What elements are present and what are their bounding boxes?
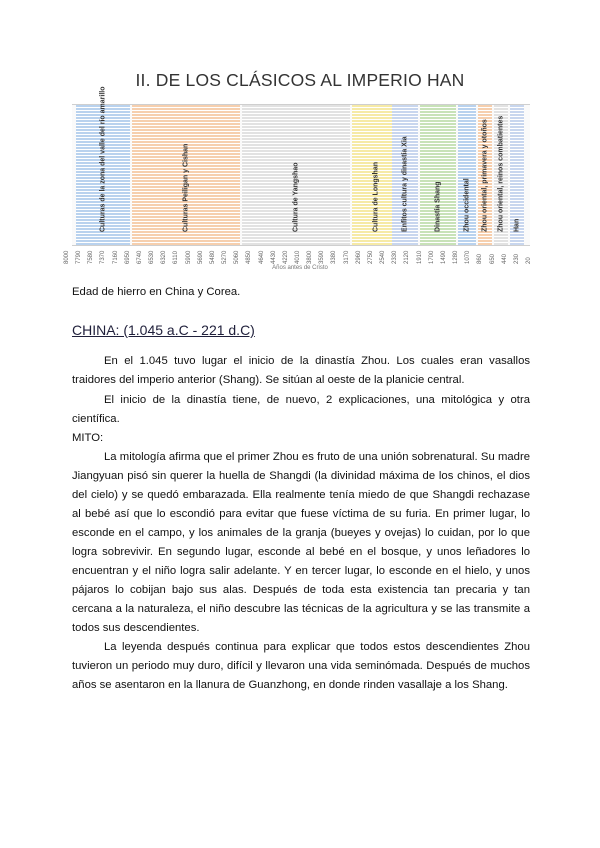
paragraph: La leyenda después continua para explicar que todos estos descendientes Zhou tuvieron un periodo muy duro, difícil y llevaron una vida seminómada. Después de muchos años se asentaron en la llanura de Guanzhong, en donde rinden vasallaje a los Shang. <box>72 641 530 691</box>
timeline-band <box>242 105 350 245</box>
timeline-band <box>510 105 524 245</box>
axis-tick-label: 8000 <box>64 250 70 264</box>
axis-tick-label: 5690 <box>197 250 204 264</box>
timeline-band <box>132 105 240 245</box>
axis-tick-label: 2330 <box>392 250 399 264</box>
axis-tick-label: 2960 <box>355 250 362 264</box>
axis-tick-label: 1070 <box>465 250 472 264</box>
axis-tick-label: 860 <box>477 253 484 264</box>
axis-tick-label: 4640 <box>258 250 265 264</box>
axis-tick-label: 4850 <box>246 250 253 264</box>
timeline-axis-label: Años antes de Cristo <box>272 265 328 271</box>
axis-tick-label: 7370 <box>100 250 107 264</box>
band-label: Culturas Peiligan y Cishan <box>182 143 190 232</box>
axis-tick-label: 4010 <box>295 250 301 264</box>
band-label: Han <box>513 218 521 232</box>
band-label: Culturas de la zona del valle del río amarillo <box>99 86 107 232</box>
axis-tick-label: 6320 <box>161 250 168 264</box>
axis-tick-label: 6530 <box>149 250 156 264</box>
axis-tick-label: 5060 <box>234 250 241 264</box>
paragraph: La mitología afirma que el primer Zhou es fruto de una unión sobrenatural. Su madre Jiangyuan pisó sin querer la huella de Shangdi (la divinidad máxima de los chinos, el dios del cielo) y se quedó embarazada. Ella realmente tenía miedo de que Shangdi rechazase al bebé así que lo escondió para evitar que fuese víctima de su furia. En primer lugar, lo esconde en el campo, y los animales de la granja (bueyes y ovejas) lo cuidan, por lo que logra sobrevivir. En segundo lugar, esconde al bebé en el bosque, y unos leñadores lo encuentran y el niño logra salir adelante. Y en tercer lugar, lo esconde en el hielo, y unos pájaros lo cobijan bajo sus alas. Después de toda esta existencia tan precaria y tan cercana a la naturaleza, el niño descubre las técnicas de la agricultura y se las transmite a todos sus descendientes. <box>72 451 530 634</box>
band-label: Cultura de Yangshao <box>292 162 300 232</box>
axis-tick-label: 7790 <box>76 250 83 264</box>
timeline-band <box>478 105 492 245</box>
axis-tick-label: 2120 <box>404 250 411 264</box>
axis-tick-label: 4220 <box>282 250 289 264</box>
timeline-axis-ticks <box>64 248 534 266</box>
band-label: Dinastía Shang <box>434 181 442 232</box>
band-label: Cultura de Longshan <box>372 162 380 232</box>
axis-tick-label: 20 <box>526 257 532 264</box>
timeline-band <box>494 105 508 245</box>
axis-tick-label: 5270 <box>222 250 229 264</box>
axis-tick-label: 6740 <box>136 250 143 264</box>
timeline-band <box>420 105 456 245</box>
band-label: Enfitos cultura y dinastía Xia <box>401 136 409 232</box>
intro-line: Edad de hierro en China y Corea. <box>72 286 241 298</box>
axis-tick-label: 3590 <box>319 250 326 264</box>
band-label: Zhou occidental <box>463 178 471 232</box>
axis-tick-label: 6950 <box>124 250 131 264</box>
axis-tick-label: 230 <box>513 253 520 264</box>
paragraph: En el 1.045 tuvo lugar el inicio de la dinastía Zhou. Los cuales eran vasallos traidores del imperio anterior (Shang). Se sitúan al oeste de la planicie central. <box>72 355 530 386</box>
band-label: Zhou oriental, primavera y otoños <box>481 119 489 232</box>
axis-tick-label: 6110 <box>173 251 180 264</box>
axis-tick-label: 2750 <box>367 250 374 264</box>
axis-tick-label: 5900 <box>185 250 192 264</box>
band-label: Zhou oriental, reinos combatientes <box>497 115 505 232</box>
timeline-band <box>76 86 130 245</box>
axis-tick-label: 3800 <box>307 250 314 264</box>
axis-tick-label: 3380 <box>331 250 338 264</box>
section-heading: CHINA: (1.045 a.C - 221 d.C) <box>72 322 255 338</box>
timeline-chart <box>72 86 530 246</box>
axis-tick-label: 7580 <box>88 250 95 264</box>
axis-tick-label: 3170 <box>343 250 350 264</box>
axis-tick-label: 1490 <box>440 250 447 264</box>
axis-tick-label: 4430 <box>270 250 277 264</box>
axis-tick-label: 440 <box>501 253 508 264</box>
paragraph: El inicio de la dinastía tiene, de nuevo, 2 explicaciones, una mitológica y otra científica. <box>72 394 530 425</box>
axis-tick-label: 1910 <box>416 250 423 264</box>
axis-tick-label: 5480 <box>209 250 216 264</box>
axis-tick-label: 1280 <box>453 250 460 264</box>
timeline-band <box>458 105 476 245</box>
mito-label: MITO: <box>72 432 104 444</box>
axis-tick-label: 1700 <box>428 250 435 264</box>
page-title: II. DE LOS CLÁSICOS AL IMPERIO HAN <box>135 70 465 90</box>
timeline-band <box>392 105 418 245</box>
axis-tick-label: 7160 <box>112 250 119 264</box>
axis-tick-label: 650 <box>489 253 496 264</box>
axis-tick-label: 2540 <box>380 250 387 264</box>
